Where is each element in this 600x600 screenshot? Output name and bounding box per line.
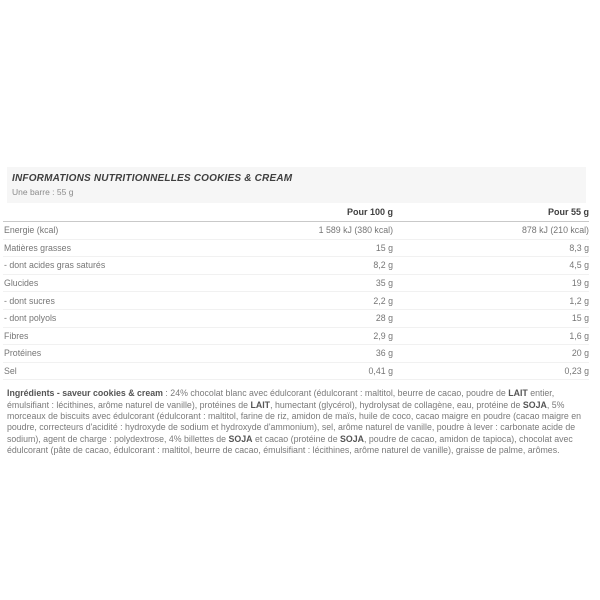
- header-row: [3, 203, 589, 222]
- ingredients-text: et cacao (protéine de: [252, 433, 341, 444]
- row-value-per-55g: 4,5 g: [393, 257, 589, 275]
- ingredients-paragraph: [7, 388, 590, 456]
- ingredients-bold-text: LAIT: [250, 399, 271, 410]
- row-value-per-100g: 2,9 g: [203, 327, 393, 345]
- nutrition-table: [3, 203, 589, 380]
- ingredients-text: , 5% morceaux de biscuits avec édulcorant (édulcorant : maltitol, farine de riz, amidon de maïs, huile de coco, cacao maigre en poudre (cacao maigre en poudre, correcteurs d'acidité : hydroxyde de sodium et hydroxyde d'ammonium), sel, arôme naturel de vanille, poudre à lever : carbonate acide de sodium), agent de charge : polydextrose, 4% billettes de: [7, 399, 582, 444]
- row-value-per-100g: 1 589 kJ (380 kcal): [203, 222, 393, 240]
- col-header-per-100g: Pour 100 g: [203, 203, 393, 222]
- table-row: [3, 309, 589, 327]
- row-value-per-100g: 2,2 g: [203, 292, 393, 310]
- row-label: Fibres: [3, 327, 203, 345]
- table-row: [3, 257, 589, 275]
- row-value-per-100g: 15 g: [203, 239, 393, 257]
- table-row: [3, 327, 589, 345]
- ingredients-text: , poudre de cacao, amidon de tapioca), chocolat avec édulcorant (pâte de cacao, édulcorant : maltitol, beurre de cacao, émulsifiant : lécithines, arôme naturel de vanille), graisse de palme, arômes.: [7, 433, 573, 455]
- row-value-per-55g: 19 g: [393, 274, 589, 292]
- row-value-per-55g: 878 kJ (210 kcal): [393, 222, 589, 240]
- table-row: [3, 239, 589, 257]
- ingredients-bold-text: SOJA: [228, 433, 253, 444]
- ingredients-bold-text: SOJA: [522, 399, 547, 410]
- col-header-empty: [3, 203, 203, 222]
- panel-title: INFORMATIONS NUTRITIONNELLES COOKIES & CREAM: [12, 173, 293, 184]
- table-row: [3, 362, 589, 380]
- row-value-per-55g: 15 g: [393, 309, 589, 327]
- row-value-per-100g: 36 g: [203, 345, 393, 363]
- ingredients-text: entier, émulsifiant : lécithines, arôme naturel de vanille), protéines de: [7, 388, 555, 410]
- table-row: [3, 292, 589, 310]
- row-value-per-100g: 28 g: [203, 309, 393, 327]
- row-label: - dont acides gras saturés: [3, 257, 203, 275]
- ingredients-text: : 24% chocolat blanc avec édulcorant (édulcorant : maltitol, beurre de cacao, poudre de: [162, 388, 509, 399]
- ingredients-text: , humectant (glycérol), hydrolysat de collagène, eau, protéine de: [270, 399, 523, 410]
- row-value-per-100g: 8,2 g: [203, 257, 393, 275]
- row-value-per-55g: 8,3 g: [393, 239, 589, 257]
- nutrition-panel-header: [7, 167, 586, 203]
- top-whitespace: [0, 0, 600, 167]
- nutrition-table-body: [3, 222, 589, 380]
- ingredients-bold-text: SOJA: [340, 433, 365, 444]
- row-label: - dont sucres: [3, 292, 203, 310]
- ingredients-bold-text: Ingrédients - saveur cookies & cream: [7, 388, 163, 399]
- serving-size-label: Une barre : 55 g: [12, 187, 74, 197]
- row-label: Matières grasses: [3, 239, 203, 257]
- row-label: Energie (kcal): [3, 222, 203, 240]
- row-label: - dont polyols: [3, 309, 203, 327]
- nutrition-table-header: [3, 203, 589, 222]
- table-row: [3, 222, 589, 240]
- table-row: [3, 274, 589, 292]
- col-header-per-55g: Pour 55 g: [393, 203, 589, 222]
- row-label: Protéines: [3, 345, 203, 363]
- row-value-per-100g: 0,41 g: [203, 362, 393, 380]
- row-value-per-55g: 1,2 g: [393, 292, 589, 310]
- table-row: [3, 345, 589, 363]
- ingredients-bold-text: LAIT: [508, 388, 528, 399]
- row-value-per-55g: 0,23 g: [393, 362, 589, 380]
- row-label: Glucides: [3, 274, 203, 292]
- row-value-per-55g: 20 g: [393, 345, 589, 363]
- row-value-per-55g: 1,6 g: [393, 327, 589, 345]
- row-label: Sel: [3, 362, 203, 380]
- row-value-per-100g: 35 g: [203, 274, 393, 292]
